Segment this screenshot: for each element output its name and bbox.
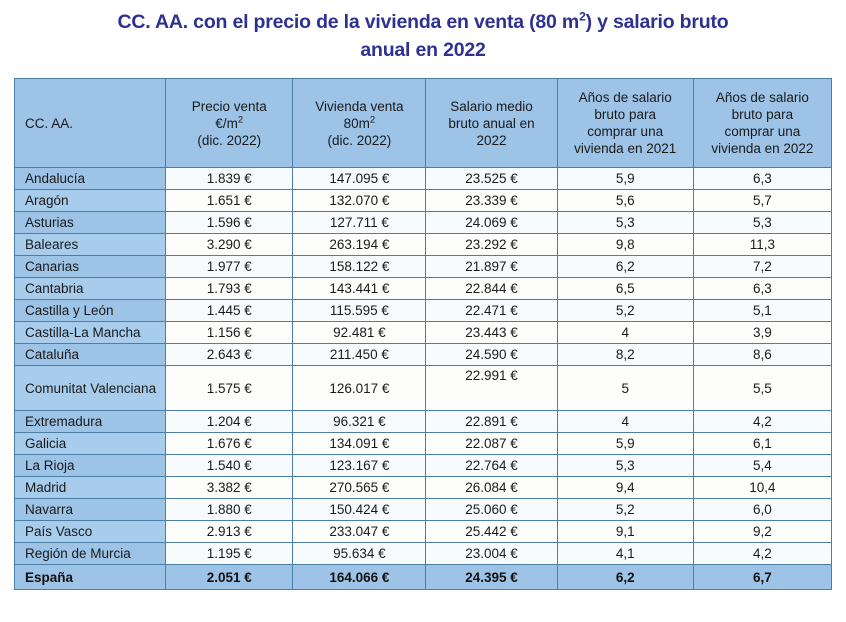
cell-region: Galicia (15, 433, 166, 455)
column-header-salary (426, 79, 557, 168)
cell-years-2021: 9,8 (557, 234, 693, 256)
cell-salary: 24.069 € (426, 212, 557, 234)
cell-region: Cataluña (15, 344, 166, 366)
cell-region: Madrid (15, 477, 166, 499)
cell-price-80m2: 150.424 € (293, 499, 426, 521)
cell-price-80m2: 211.450 € (293, 344, 426, 366)
cell-price-per-m2: 2.913 € (166, 521, 293, 543)
cell-years-2022: 6,3 (693, 278, 831, 300)
header-superscript: 2 (369, 114, 376, 125)
cell-price-80m2: 127.711 € (293, 212, 426, 234)
cell-region: Cantabria (15, 278, 166, 300)
cell-price-per-m2: 1.676 € (166, 433, 293, 455)
table-row (15, 455, 832, 477)
table-footer-row (15, 565, 832, 590)
footer-cell-salary: 24.395 € (426, 565, 557, 590)
header-line-2: bruto anual en (448, 115, 535, 131)
table-row (15, 212, 832, 234)
cell-years-2022: 9,2 (693, 521, 831, 543)
table-header (15, 79, 832, 168)
cell-years-2022: 5,5 (693, 366, 831, 411)
cell-region: Aragón (15, 190, 166, 212)
cell-price-per-m2: 3.290 € (166, 234, 293, 256)
cell-region: Baleares (15, 234, 166, 256)
cell-years-2022: 10,4 (693, 477, 831, 499)
housing-salary-table (14, 78, 832, 590)
cell-years-2021: 5,2 (557, 300, 693, 322)
cell-price-per-m2: 1.575 € (166, 366, 293, 411)
cell-region: Andalucía (15, 168, 166, 190)
cell-price-per-m2: 1.445 € (166, 300, 293, 322)
cell-years-2021: 4 (557, 411, 693, 433)
footer-cell-region: España (15, 565, 166, 590)
cell-years-2021: 5,2 (557, 499, 693, 521)
cell-years-2021: 5,9 (557, 168, 693, 190)
cell-price-per-m2: 1.651 € (166, 190, 293, 212)
cell-price-per-m2: 1.977 € (166, 256, 293, 278)
header-line-4: vivienda en 2021 (574, 141, 677, 156)
cell-years-2021: 9,1 (557, 521, 693, 543)
cell-years-2021: 5 (557, 366, 693, 411)
cell-price-80m2: 123.167 € (293, 455, 426, 477)
cell-region: País Vasco (15, 521, 166, 543)
cell-region: Comunitat Valenciana (15, 366, 166, 411)
cell-salary: 22.891 € (426, 411, 557, 433)
cell-years-2022: 6,3 (693, 168, 831, 190)
page-title-line2: anual en 2022 (360, 39, 486, 61)
header-line-3: (dic. 2022) (197, 132, 262, 148)
cell-years-2022: 11,3 (693, 234, 831, 256)
cell-years-2021: 8,2 (557, 344, 693, 366)
header-line-3: (dic. 2022) (327, 132, 392, 148)
cell-years-2022: 3,9 (693, 322, 831, 344)
table-row (15, 499, 832, 521)
cell-years-2022: 8,6 (693, 344, 831, 366)
cell-price-per-m2: 1.195 € (166, 543, 293, 565)
table-row (15, 300, 832, 322)
cell-salary: 21.897 € (426, 256, 557, 278)
table-row (15, 322, 832, 344)
cell-salary: 22.844 € (426, 278, 557, 300)
cell-region: Navarra (15, 499, 166, 521)
header-line-2: bruto para (731, 107, 794, 122)
cell-salary: 23.525 € (426, 168, 557, 190)
table-row (15, 344, 832, 366)
header-line-1: Años de salario (715, 90, 809, 105)
page-title-superscript: 2 (579, 9, 586, 24)
header-line-3: 2022 (476, 132, 507, 148)
table-row (15, 411, 832, 433)
cell-salary: 23.292 € (426, 234, 557, 256)
footer-cell-price-80m2: 164.066 € (293, 565, 426, 590)
cell-salary: 22.471 € (426, 300, 557, 322)
table-row (15, 433, 832, 455)
cell-years-2022: 5,4 (693, 455, 831, 477)
cell-years-2021: 4,1 (557, 543, 693, 565)
cell-region: La Rioja (15, 455, 166, 477)
header-superscript: 2 (237, 114, 244, 125)
column-header-price-80m2 (293, 79, 426, 168)
cell-salary: 23.004 € (426, 543, 557, 565)
cell-price-per-m2: 1.880 € (166, 499, 293, 521)
cell-salary: 22.764 € (426, 455, 557, 477)
cell-price-80m2: 147.095 € (293, 168, 426, 190)
cell-price-80m2: 158.122 € (293, 256, 426, 278)
cell-years-2021: 4 (557, 322, 693, 344)
cell-salary: 22.087 € (426, 433, 557, 455)
cell-years-2021: 5,6 (557, 190, 693, 212)
cell-years-2021: 9,4 (557, 477, 693, 499)
cell-price-80m2: 92.481 € (293, 322, 426, 344)
cell-price-per-m2: 2.643 € (166, 344, 293, 366)
cell-price-80m2: 143.441 € (293, 278, 426, 300)
footer-cell-years-2022: 6,7 (693, 565, 831, 590)
cell-salary: 22.991 € (426, 366, 557, 411)
page-title (0, 0, 846, 64)
table-header-row (15, 79, 832, 168)
header-line-2: bruto para (594, 107, 656, 122)
table-row (15, 234, 832, 256)
header-line-4: vivienda en 2022 (711, 141, 814, 156)
cell-salary: 23.339 € (426, 190, 557, 212)
table-row (15, 521, 832, 543)
cell-price-80m2: 96.321 € (293, 411, 426, 433)
cell-price-per-m2: 1.839 € (166, 168, 293, 190)
cell-years-2022: 5,7 (693, 190, 831, 212)
header-line-2: 80m (343, 115, 370, 131)
cell-price-per-m2: 1.540 € (166, 455, 293, 477)
table-row (15, 278, 832, 300)
page-title-text-a: CC. AA. con el precio de la vivienda en venta (80 m (117, 11, 580, 33)
cell-price-80m2: 132.070 € (293, 190, 426, 212)
cell-price-per-m2: 1.204 € (166, 411, 293, 433)
cell-salary: 23.443 € (426, 322, 557, 344)
table-row (15, 168, 832, 190)
header-line-3: comprar una (587, 124, 664, 139)
header-line-2: €/m (215, 115, 238, 131)
header-line-1: Vivienda venta (315, 98, 404, 114)
header-line-1: Años de salario (578, 90, 672, 105)
cell-years-2021: 5,3 (557, 455, 693, 477)
cell-price-80m2: 115.595 € (293, 300, 426, 322)
table-row (15, 543, 832, 565)
cell-price-per-m2: 1.596 € (166, 212, 293, 234)
cell-region: Castilla-La Mancha (15, 322, 166, 344)
footer-cell-price-per-m2: 2.051 € (166, 565, 293, 590)
cell-price-per-m2: 1.793 € (166, 278, 293, 300)
cell-region: Extremadura (15, 411, 166, 433)
cell-years-2022: 6,0 (693, 499, 831, 521)
table-container (0, 64, 846, 590)
header-line-1: Precio venta (191, 98, 267, 114)
cell-price-per-m2: 1.156 € (166, 322, 293, 344)
page-title-text-b: ) y salario bruto (585, 11, 729, 33)
header-line-1: Salario medio (450, 98, 533, 114)
cell-years-2021: 6,5 (557, 278, 693, 300)
column-header-years-2022 (693, 79, 831, 168)
cell-years-2022: 5,1 (693, 300, 831, 322)
cell-years-2021: 6,2 (557, 256, 693, 278)
cell-salary: 25.442 € (426, 521, 557, 543)
cell-years-2021: 5,3 (557, 212, 693, 234)
cell-region: Castilla y León (15, 300, 166, 322)
column-header-region: CC. AA. (15, 79, 166, 168)
page-title-line1 (118, 11, 729, 33)
column-header-price-per-m2 (166, 79, 293, 168)
cell-price-80m2: 134.091 € (293, 433, 426, 455)
cell-price-per-m2: 3.382 € (166, 477, 293, 499)
cell-salary: 24.590 € (426, 344, 557, 366)
column-header-years-2021 (557, 79, 693, 168)
table-row (15, 366, 832, 411)
cell-salary: 26.084 € (426, 477, 557, 499)
cell-price-80m2: 270.565 € (293, 477, 426, 499)
cell-price-80m2: 95.634 € (293, 543, 426, 565)
header-line-3: comprar una (724, 124, 801, 139)
footer-cell-years-2021: 6,2 (557, 565, 693, 590)
table-body (15, 168, 832, 590)
cell-years-2022: 6,1 (693, 433, 831, 455)
cell-region: Asturias (15, 212, 166, 234)
table-row (15, 477, 832, 499)
cell-region: Región de Murcia (15, 543, 166, 565)
cell-years-2022: 5,3 (693, 212, 831, 234)
cell-region: Canarias (15, 256, 166, 278)
cell-price-80m2: 263.194 € (293, 234, 426, 256)
cell-price-80m2: 233.047 € (293, 521, 426, 543)
cell-years-2021: 5,9 (557, 433, 693, 455)
table-row (15, 190, 832, 212)
cell-price-80m2: 126.017 € (293, 366, 426, 411)
cell-salary: 25.060 € (426, 499, 557, 521)
cell-years-2022: 7,2 (693, 256, 831, 278)
cell-years-2022: 4,2 (693, 411, 831, 433)
table-row (15, 256, 832, 278)
cell-years-2022: 4,2 (693, 543, 831, 565)
